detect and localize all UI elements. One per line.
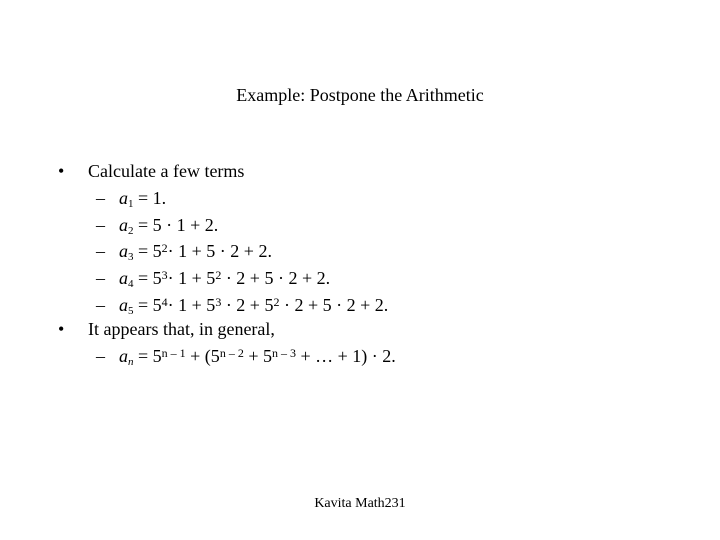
dash-marker: – <box>96 188 105 208</box>
bullet-marker: • <box>58 161 65 181</box>
general-term-expression: $a_n = 5^{n - 1} + (5^{n - 2} + 5^{n - 3}$ + … + 1) · 2. <box>119 346 396 368</box>
slide-title: Example: Postpone the Arithmetic <box>236 85 484 105</box>
term-expression: $a_2 = 5 \cdot 1 + 2$. <box>119 215 219 237</box>
dash-marker: – <box>96 268 105 288</box>
slide-footer: Kavita Math231 <box>314 496 406 511</box>
bullet-text: It appears that, in general, <box>88 319 275 339</box>
term-expression: $a_5 = 5^4\cdot 1 + 5^3 \cdot 2 + 5^2 \cdot 2 + 5 \cdot 2 + 2$. <box>119 295 389 317</box>
dash-marker: – <box>96 215 105 235</box>
term-expression: $a_1 = 1$. <box>119 188 167 210</box>
bullet-text: Calculate a few terms <box>88 161 245 181</box>
dash-marker: – <box>96 295 105 315</box>
dash-marker: – <box>96 346 105 366</box>
dash-marker: – <box>96 241 105 261</box>
bullet-marker: • <box>58 319 65 339</box>
term-expression: $a_4 = 5^3\cdot 1 + 5^2 \cdot 2 + 5 \cdot 2 + 2$. <box>119 268 331 290</box>
term-expression: $a_3 = 5^2\cdot 1 + 5 \cdot 2 + 2$. <box>119 241 272 263</box>
